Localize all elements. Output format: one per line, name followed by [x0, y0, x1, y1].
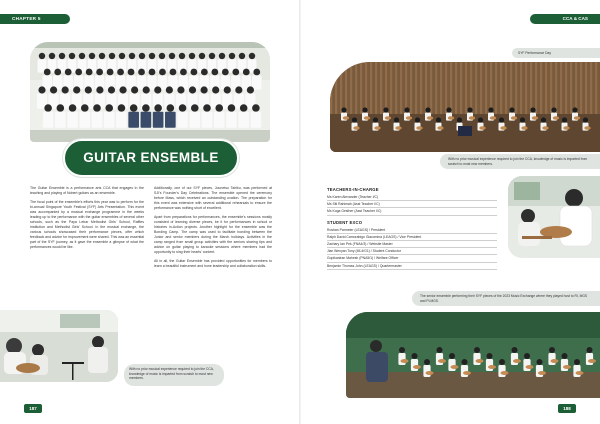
teacher-row: Ms Siti Rahimah (Asst Teacher I/C)	[327, 201, 497, 208]
teaching-photo-image	[508, 176, 600, 258]
exco-row: Gopikaniran Mahesh (PNA5/1) / Welfare Officer	[327, 255, 497, 262]
teacher-row: Ms Karen Alexander (Teacher I/C)	[327, 194, 497, 201]
classroom-photo	[0, 310, 118, 382]
page-spine	[299, 0, 301, 424]
exco-row: Jian Wenyan Tony (ML4/G1) / Student Conductor	[327, 248, 497, 255]
exco-row: Ralph David Camorabigo Giacomina (LEAGS) / Vice President	[327, 234, 497, 241]
exco-list	[327, 187, 497, 270]
page-number-right: 188	[558, 404, 576, 413]
body-column-2	[154, 186, 272, 273]
col1-paragraph-2: The focal point of the ensemble's efforts this year was to perform for the bi-annual Singapore Youth Festival (SYF) Arts Presentation. This event was accompanied by a musical exchange programme in the weeks leading up to the performance with the guitar ensembles of several other schools, such as the Paya Lebar Methodist Girls' School, Raffles Institution and Methodist Girls' School. In the musical exchange, the various schools showcased their performance pieces, offer which feedback and advice for improvement were shared. This was an essential part of the SYF journey, as it gave the ensemble a glimpse of what the performances would be like.	[30, 200, 144, 249]
caption-middle: With no prior musical experience required to join the CCA, knowledge of music is imparted from scratch to most new members.	[440, 154, 600, 169]
page-title: GUITAR ENSEMBLE	[63, 139, 239, 177]
performance-photo-image	[330, 62, 600, 152]
teaching-photo	[508, 176, 600, 258]
col2-paragraph-3: All in all, the Guitar Ensemble has provided opportunities for members to learn a beautiful instrument and hone leadership and collaboration skills.	[154, 259, 272, 268]
ensemble-photo-image	[346, 312, 600, 398]
col2-paragraph-2: Apart from preparations for performances, the ensemble's sessions mostly consisted of learning diverse pieces, be it for performances in school or histories in-Action projects. Another highlight for the ensemble was the Bonding Camp. The camp was used to facilitate bonding between the Junior and senior members during the March holidays. Activities in the camp ranged from small group activities with the seniors sharing tips and advice on guitar playing to karaoke sessions where members had the opportunity to sing their hearts' content.	[154, 215, 272, 254]
ensemble-photo	[346, 312, 600, 398]
caption-right: The senior ensemble performing their SYF pieces of the 2023 Music Exchange where they played host to RI, MGS and PLMGS.	[412, 291, 600, 306]
classroom-photo-image	[0, 310, 118, 382]
chapter-tab: CHAPTER 5	[0, 14, 70, 24]
section-tab: CCA & CAS	[530, 14, 600, 24]
page-number-left: 187	[24, 404, 42, 413]
exco-row: Zachary Ian Pek (FNA4/3) / Website Master	[327, 241, 497, 248]
col2-paragraph-1: Additionally, one of our SYF pieces, Jounetsu Tairiku, was performed at SJI's Founder's Day Celebrations. The ensemble opened the ceremony before Mass, which received an outstanding ovation. The preparation for this event was extensive with several additional rehearsals to ensure the performance was nothing short of excellent.	[154, 186, 272, 210]
caption-syf-day: SYF Performance Day	[512, 48, 600, 58]
performance-photo	[330, 62, 600, 152]
exco-heading: STUDENT EXCO	[327, 219, 363, 225]
body-column-1	[30, 186, 144, 254]
exco-row: Roshan Parmeter (LEAGS) / President	[327, 227, 497, 234]
group-photo	[30, 42, 270, 142]
teacher-row: Ms Koga Gesther (Asst Teacher I/C)	[327, 208, 497, 215]
teachers-heading: TEACHERS-IN-CHARGE	[327, 187, 379, 192]
col1-paragraph-1: The Guitar Ensemble is a performance arts CCA that engages in the teaching and playing of Nobert guitars as an ensemble.	[30, 186, 144, 195]
group-photo-image	[30, 42, 270, 142]
caption-left: With no prior musical experience required to join the CCA, knowledge of music is imparted from scratch to most new members.	[124, 364, 224, 386]
exco-row: Benjamin Thomas John (LEAGS) / Quartermaster	[327, 263, 497, 270]
